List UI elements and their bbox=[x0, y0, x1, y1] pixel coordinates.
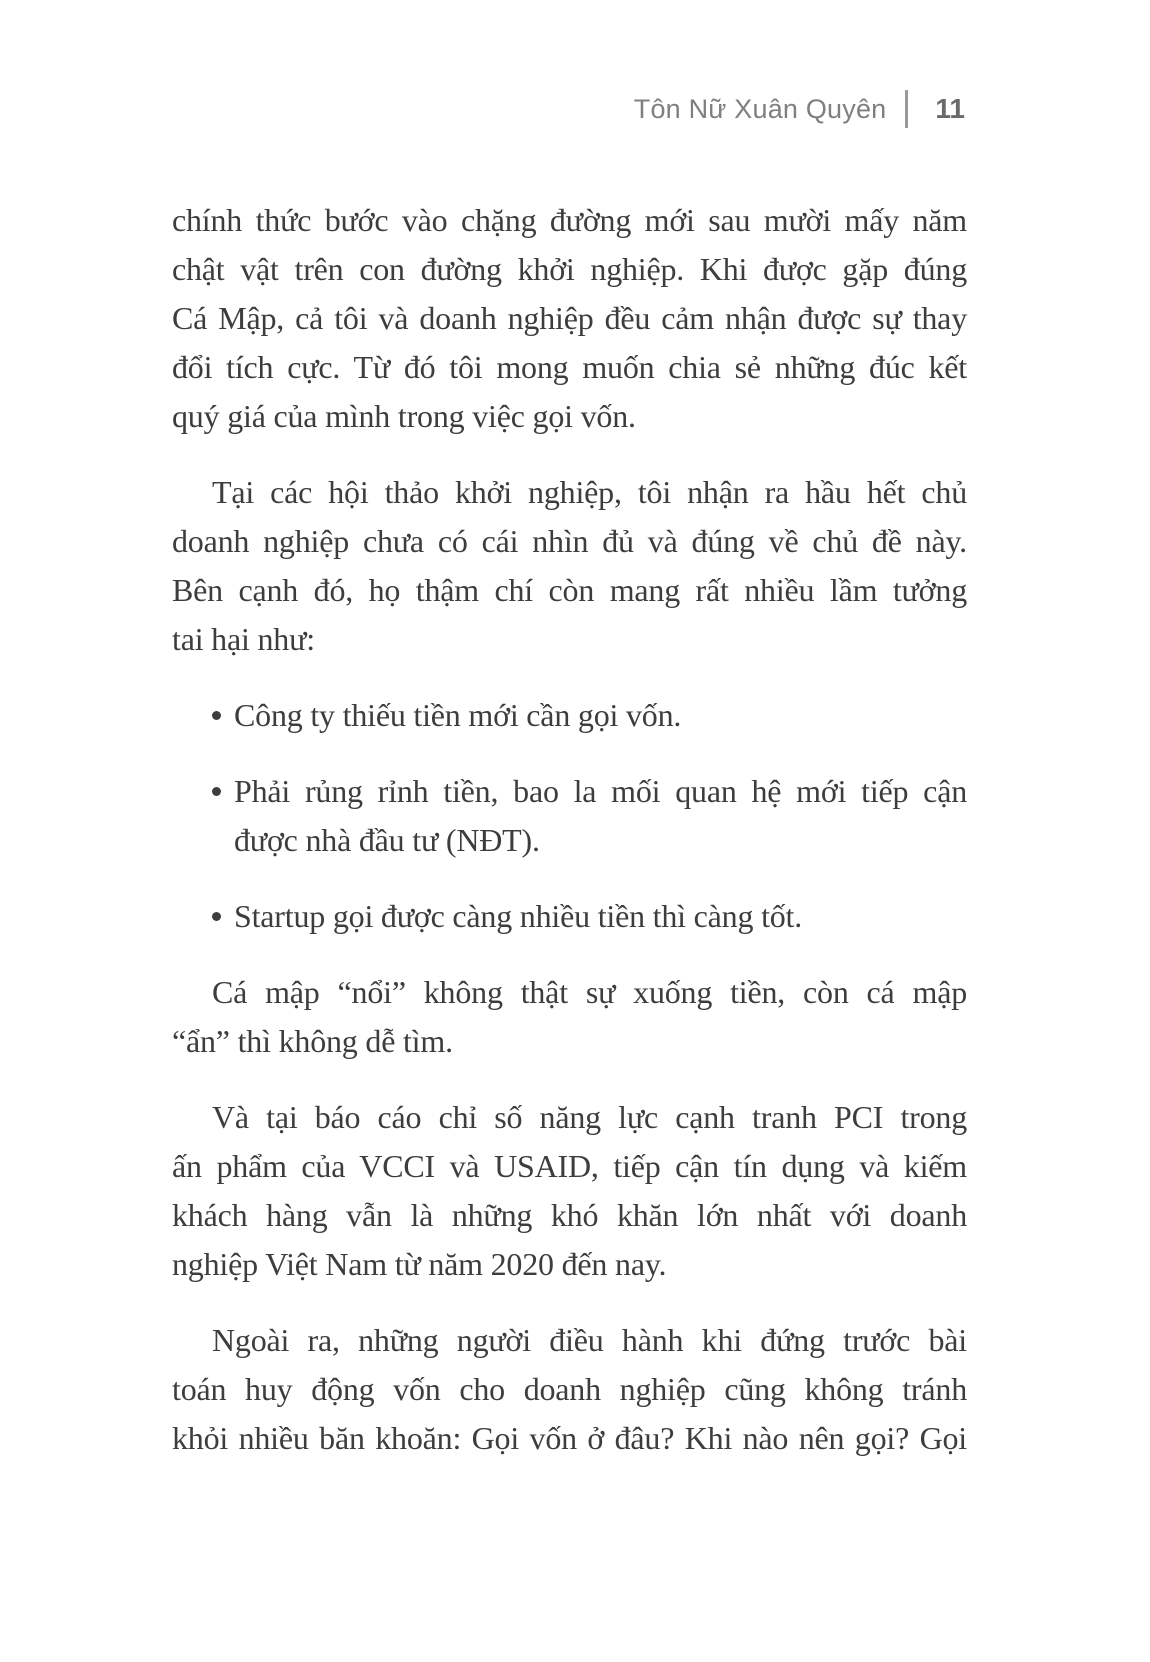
text-line: chính thức bước vào chặng đường mới sau mười mấy năm bbox=[172, 202, 967, 238]
header-divider bbox=[905, 90, 908, 128]
paragraph bbox=[172, 1316, 967, 1463]
list-item bbox=[172, 691, 967, 740]
bullet-text bbox=[234, 892, 967, 941]
text-line: Cá mập “nổi” không thật sự xuống tiền, còn cá mập bbox=[212, 974, 967, 1010]
text-line: “ẩn” thì không dễ tìm. bbox=[172, 1023, 453, 1059]
paragraph bbox=[172, 468, 967, 664]
bullet-list bbox=[172, 691, 967, 941]
text-line: nghiệp Việt Nam từ năm 2020 đến nay. bbox=[172, 1246, 667, 1282]
text-line: toán huy động vốn cho doanh nghiệp cũng không tránh bbox=[172, 1371, 967, 1407]
page-header bbox=[634, 90, 965, 128]
page-body bbox=[172, 196, 967, 1463]
list-item bbox=[172, 892, 967, 941]
text-line: quý giá của mình trong việc gọi vốn. bbox=[172, 398, 636, 434]
bullet-icon bbox=[212, 787, 221, 796]
paragraph bbox=[172, 1093, 967, 1289]
page-number: 11 bbox=[935, 93, 965, 124]
text-line: được nhà đầu tư (NĐT). bbox=[234, 822, 540, 858]
text-line: Bên cạnh đó, họ thậm chí còn mang rất nhiều lầm tưởng bbox=[172, 572, 967, 608]
text-line: khỏi nhiều băn khoăn: Gọi vốn ở đâu? Khi nào nên gọi? Gọi bbox=[172, 1420, 967, 1456]
bullet-text bbox=[234, 767, 967, 865]
text-line: Cá Mập, cả tôi và doanh nghiệp đều cảm nhận được sự thay bbox=[172, 300, 967, 336]
bullet-text bbox=[234, 691, 967, 740]
list-item bbox=[172, 767, 967, 865]
text-line: Phải rủng rỉnh tiền, bao la mối quan hệ mới tiếp cận bbox=[234, 773, 967, 809]
text-line: Tại các hội thảo khởi nghiệp, tôi nhận ra hầu hết chủ bbox=[212, 474, 967, 510]
text-line: tai hại như: bbox=[172, 621, 315, 657]
text-line: Và tại báo cáo chỉ số năng lực cạnh tranh PCI trong bbox=[212, 1099, 967, 1135]
text-line: chật vật trên con đường khởi nghiệp. Khi được gặp đúng bbox=[172, 251, 967, 287]
text-line: Công ty thiếu tiền mới cần gọi vốn. bbox=[234, 697, 682, 733]
text-line: đổi tích cực. Từ đó tôi mong muốn chia sẻ những đúc kết bbox=[172, 349, 967, 385]
bullet-icon bbox=[212, 711, 221, 720]
paragraph bbox=[172, 196, 967, 441]
bullet-icon bbox=[212, 912, 221, 921]
text-line: khách hàng vẫn là những khó khăn lớn nhất với doanh bbox=[172, 1197, 967, 1233]
paragraph bbox=[172, 968, 967, 1066]
running-head-author: Tôn Nữ Xuân Quyên bbox=[633, 93, 887, 124]
text-line: doanh nghiệp chưa có cái nhìn đủ và đúng về chủ đề này. bbox=[172, 523, 967, 559]
text-line: Startup gọi được càng nhiều tiền thì càng tốt. bbox=[234, 898, 803, 934]
text-line: ấn phẩm của VCCI và USAID, tiếp cận tín dụng và kiếm bbox=[172, 1148, 967, 1184]
text-line: Ngoài ra, những người điều hành khi đứng trước bài bbox=[212, 1322, 967, 1358]
